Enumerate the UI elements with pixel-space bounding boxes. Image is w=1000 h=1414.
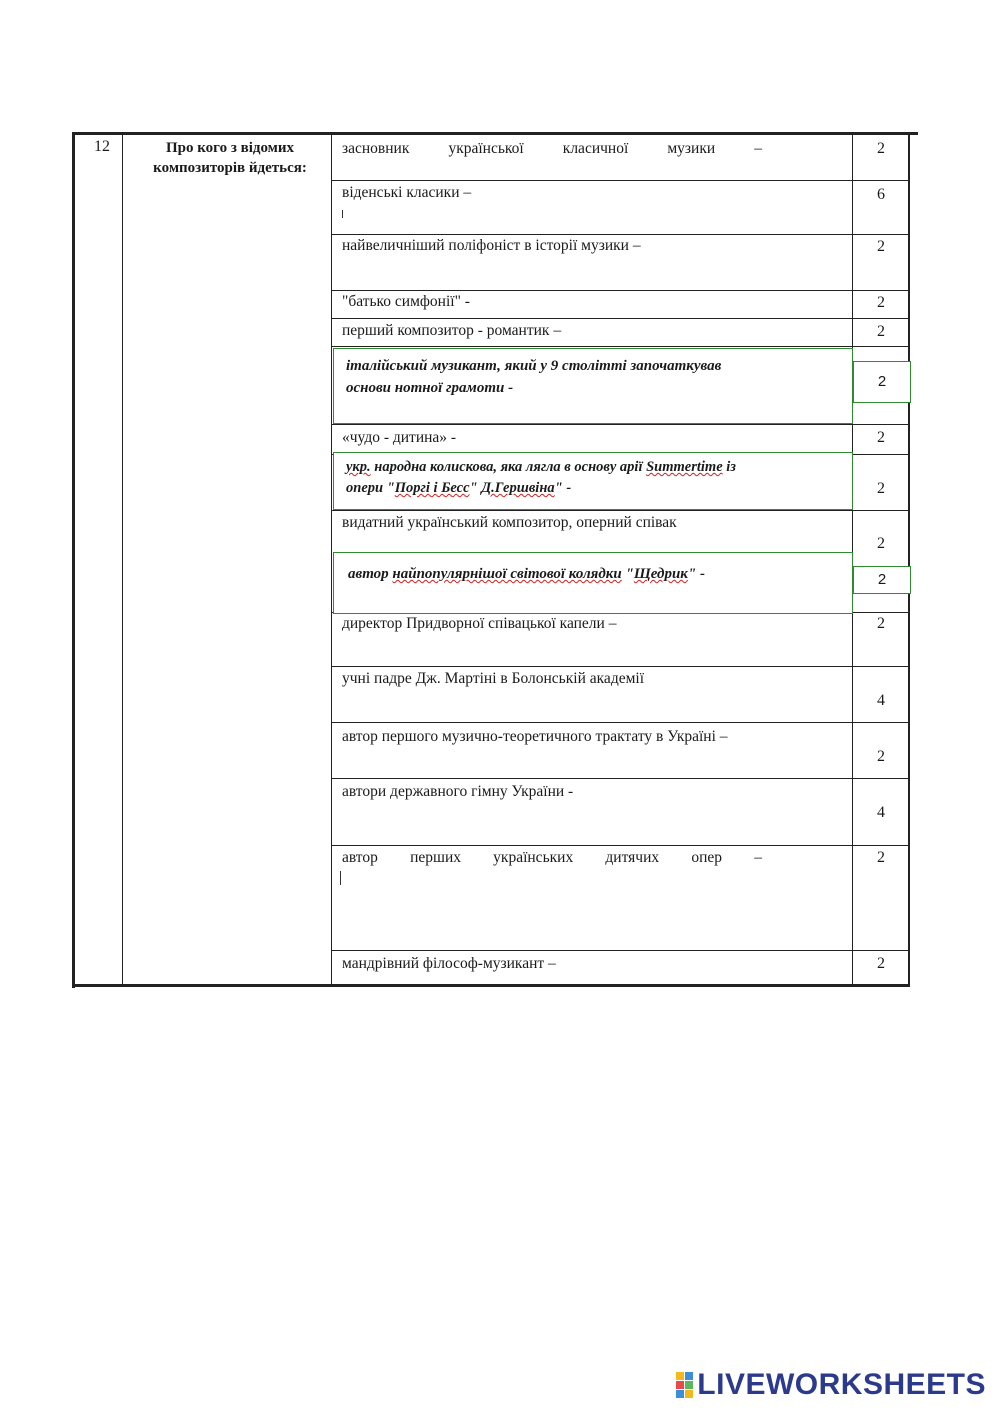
question-row-16: мандрівний філософ-музикант – [342, 955, 556, 972]
question-row-3: найвеличніший поліфоніст в історії музики – [342, 237, 641, 254]
points-row-2: 6 [877, 186, 885, 203]
points-row-4: 2 [877, 294, 885, 311]
task-topic: Про кого з відомих композиторів йдеться: [153, 140, 307, 176]
question-row-15: автор перших українських дитячих опер – [342, 849, 762, 866]
logo-grid-icon [676, 1372, 693, 1398]
points-row-1: 2 [877, 140, 885, 157]
overlay-question-lullaby: укр. народна колискова, яка лягла в основу арії Summertime із опери "Поргі і Бесс" Д.Гершвіна" - [333, 452, 853, 510]
question-row-12: учні падре Дж. Мартіні в Болонській академії [342, 670, 645, 687]
points-row-15: 2 [877, 849, 885, 866]
answer-cursor[interactable] [340, 871, 341, 885]
question-row-4: "батько симфонії" - [342, 293, 470, 310]
points-row-16: 2 [877, 955, 885, 972]
question-row-11: директор Придворної співацької капели – [342, 615, 617, 632]
points-row-8: 2 [877, 480, 885, 497]
points-row-9: 2 [877, 535, 885, 552]
question-row-14: автори державного гімну України - [342, 783, 574, 800]
points-row-13: 2 [877, 748, 885, 765]
points-row-14: 4 [877, 804, 885, 821]
points-row-5: 2 [877, 323, 885, 340]
task-number: 12 [94, 138, 110, 155]
overlay-question-carol: автор найпопулярнішої світової колядки "Щедрик" - [333, 552, 853, 614]
points-row-10: 2 [853, 566, 911, 594]
answer-cursor[interactable] [342, 210, 343, 218]
overlay-question-italian: італійський музикант, який у 9 столітті започаткував основи нотної грамоти - [333, 348, 853, 424]
question-row-5: перший композитор - романтик – [342, 322, 562, 339]
points-row-7: 2 [877, 429, 885, 446]
logo-text: LIVEWORKSHEETS [697, 1368, 986, 1401]
points-row-3: 2 [877, 238, 885, 255]
points-row-6: 2 [853, 361, 911, 403]
question-row-1: засновник української класичної музики – [342, 140, 762, 157]
points-row-11: 2 [877, 615, 885, 632]
question-row-13: автор першого музично-теоретичного трактату в Україні – [342, 728, 728, 745]
points-row-12: 4 [877, 692, 885, 709]
question-row-2: віденські класики – [342, 184, 472, 201]
liveworksheets-logo[interactable] [676, 1368, 986, 1402]
question-row-9: видатний український композитор, оперний співак [342, 514, 677, 531]
question-row-7: «чудо - дитина» - [342, 429, 457, 446]
